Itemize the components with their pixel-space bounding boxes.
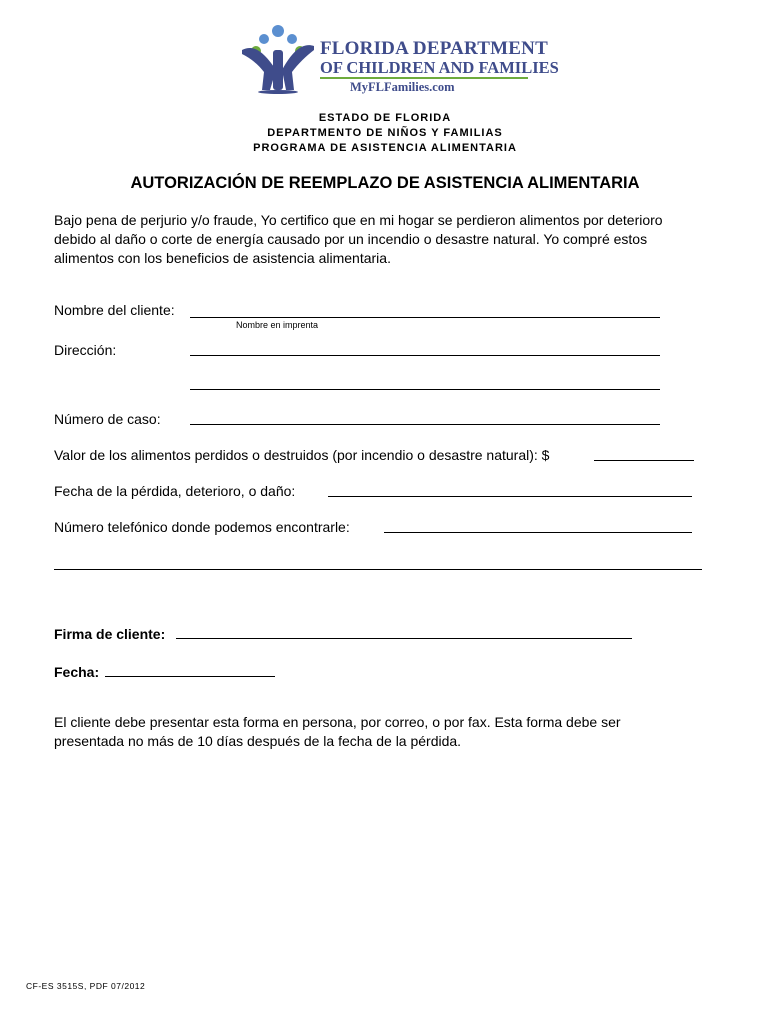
phone-field[interactable]	[384, 516, 692, 533]
case-number-field[interactable]	[190, 408, 660, 425]
address-label: Dirección:	[54, 342, 117, 358]
food-value-field[interactable]	[594, 444, 694, 461]
form-code: CF-ES 3515S, PDF 07/2012	[26, 981, 146, 991]
loss-date-field[interactable]	[328, 480, 692, 497]
food-value-label: Valor de los alimentos perdidos o destruidos (por incendio o desastre natural): $	[54, 447, 550, 463]
logo-line-1: FLORIDA DEPARTMENT	[320, 38, 548, 59]
signature-label: Firma de cliente:	[54, 626, 166, 642]
address-field-line-2[interactable]	[190, 373, 660, 390]
header-state: ESTADO DE FLORIDA	[318, 112, 452, 124]
header-department: DEPARTMENTO DE NIÑOS Y FAMILIAS	[267, 127, 503, 139]
client-name-field[interactable]	[190, 301, 660, 318]
dcf-logo	[240, 24, 559, 94]
intro-line-1: Bajo pena de perjurio y/o fraude, Yo certifico que en mi hogar se perdieron alimentos por deterioro	[54, 212, 663, 228]
logo-line-2: OF CHILDREN AND FAMILIES	[320, 58, 559, 77]
date-label: Fecha:	[54, 664, 100, 680]
intro-line-2: debido al daño o corte de energía causado por un incendio o desastre natural. Yo compré estos	[54, 231, 648, 247]
phone-label: Número telefónico donde podemos encontrarle:	[54, 519, 350, 535]
client-name-label: Nombre del cliente:	[54, 302, 175, 318]
intro-line-3: alimentos con los beneficios de asistencia alimentaria.	[54, 250, 391, 266]
header-program: PROGRAMA DE ASISTENCIA ALIMENTARIA	[253, 142, 517, 154]
date-field[interactable]	[105, 660, 275, 677]
family-figures-icon	[240, 24, 316, 94]
client-name-hint: Nombre en imprenta	[236, 320, 319, 330]
notice-line-1: El cliente debe presentar esta forma en persona, por correo, o por fax. Esta forma debe ser	[54, 714, 621, 730]
logo-website: MyFLFamilies.com	[350, 80, 455, 94]
page-title: AUTORIZACIÓN DE REEMPLAZO DE ASISTENCIA ALIMENTARIA	[130, 174, 640, 192]
notice-line-2: presentada no más de 10 días después de la fecha de la pérdida.	[54, 733, 462, 749]
logo-divider	[320, 77, 528, 79]
loss-date-label: Fecha de la pérdida, deterioro, o daño:	[54, 483, 296, 499]
extra-info-field[interactable]	[54, 553, 702, 570]
case-number-label: Número de caso:	[54, 411, 161, 427]
signature-field[interactable]	[176, 622, 632, 639]
address-field-line-1[interactable]	[190, 339, 660, 356]
